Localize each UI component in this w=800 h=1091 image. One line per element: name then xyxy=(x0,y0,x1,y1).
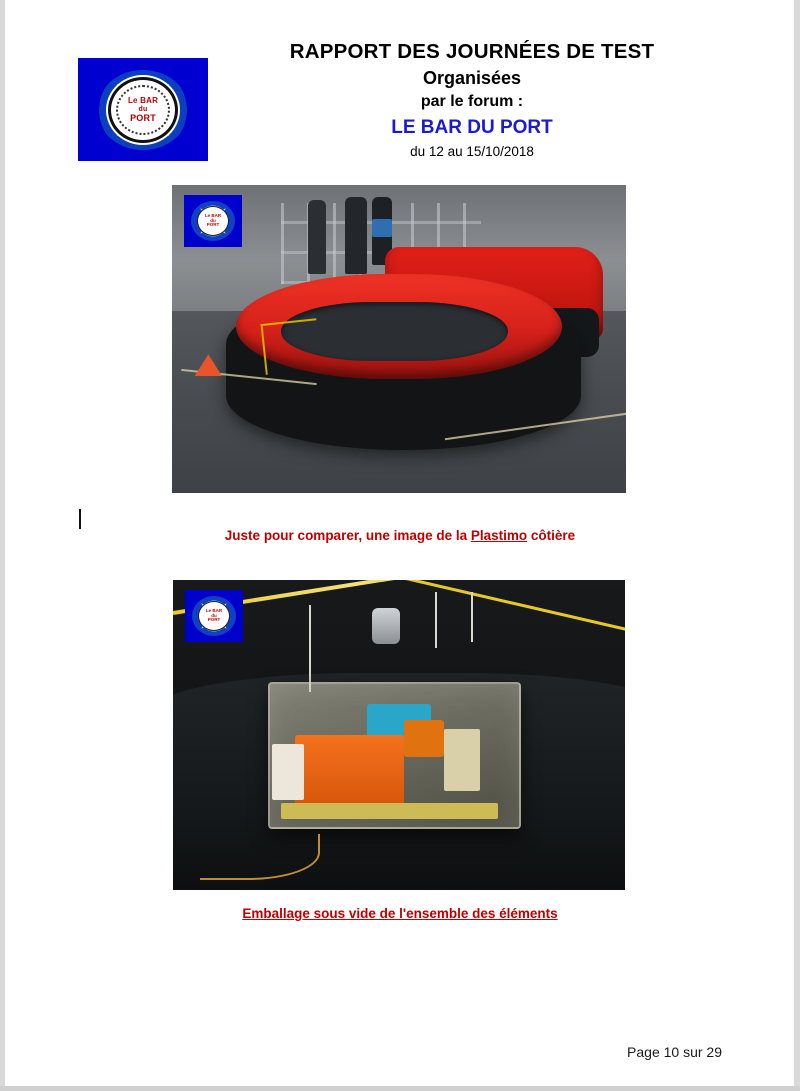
shackle-hardware xyxy=(372,608,400,644)
caption-brand: Plastimo xyxy=(470,528,528,543)
watermark-disc xyxy=(197,206,229,236)
hoist-line xyxy=(471,592,473,642)
text-caret xyxy=(79,509,81,529)
report-forum-name: LE BAR DU PORT xyxy=(391,117,553,138)
watermark-text-top: Le BAR xyxy=(204,212,222,218)
report-organizer-label: par le forum : xyxy=(420,93,524,110)
watermark-logo xyxy=(185,590,243,642)
packed-item-yellow xyxy=(281,803,498,819)
packed-item-cream xyxy=(444,729,480,791)
logo-disc-inner xyxy=(116,85,170,135)
watermark-text-mid: du xyxy=(211,612,217,618)
title-block xyxy=(212,40,732,159)
caption-suffix: côtière xyxy=(527,528,576,543)
liferaft-yellow-strap xyxy=(260,318,322,375)
logo-text-bottom: PORT xyxy=(130,112,156,123)
watermark-text-bottom: PORT xyxy=(207,617,221,623)
watermark-text-bottom: PORT xyxy=(206,222,220,228)
hoist-line xyxy=(309,605,311,692)
caption-prefix: Juste pour comparer, une image de la xyxy=(224,528,471,543)
page-edge-bottom xyxy=(0,1086,800,1091)
packed-item-orange-small xyxy=(404,720,445,757)
hoist-line xyxy=(435,592,437,648)
person-figure-detail xyxy=(372,219,392,237)
logo-text-mid: du xyxy=(138,105,148,113)
liferaft-photo xyxy=(172,185,626,493)
vacuum-pack-photo xyxy=(173,580,625,890)
document-header xyxy=(0,28,800,163)
watermark-text-top: Le BAR xyxy=(205,607,223,613)
packed-item-orange xyxy=(295,735,403,806)
person-figure xyxy=(308,200,326,274)
watermark-logo xyxy=(184,195,242,247)
logo-text-top: Le BAR xyxy=(127,95,159,105)
caption-liferaft xyxy=(0,528,800,543)
person-figure xyxy=(345,197,368,274)
bar-du-port-logo xyxy=(78,58,208,161)
report-title: RAPPORT DES JOURNÉES DE TEST xyxy=(289,40,655,63)
watermark-text-mid: du xyxy=(210,217,216,223)
page-edge-right xyxy=(794,0,800,1091)
packed-item-white xyxy=(272,744,304,800)
report-dates: du 12 au 15/10/2018 xyxy=(410,144,534,159)
logo-disc xyxy=(108,77,178,143)
watermark-disc xyxy=(198,601,230,631)
page-footer: Page 10 sur 29 xyxy=(627,1044,722,1060)
report-subtitle: Organisées xyxy=(422,68,522,88)
page-edge-left xyxy=(0,0,5,1091)
caption-vacuum-pack: Emballage sous vide de l'ensemble des éléments xyxy=(242,906,558,921)
